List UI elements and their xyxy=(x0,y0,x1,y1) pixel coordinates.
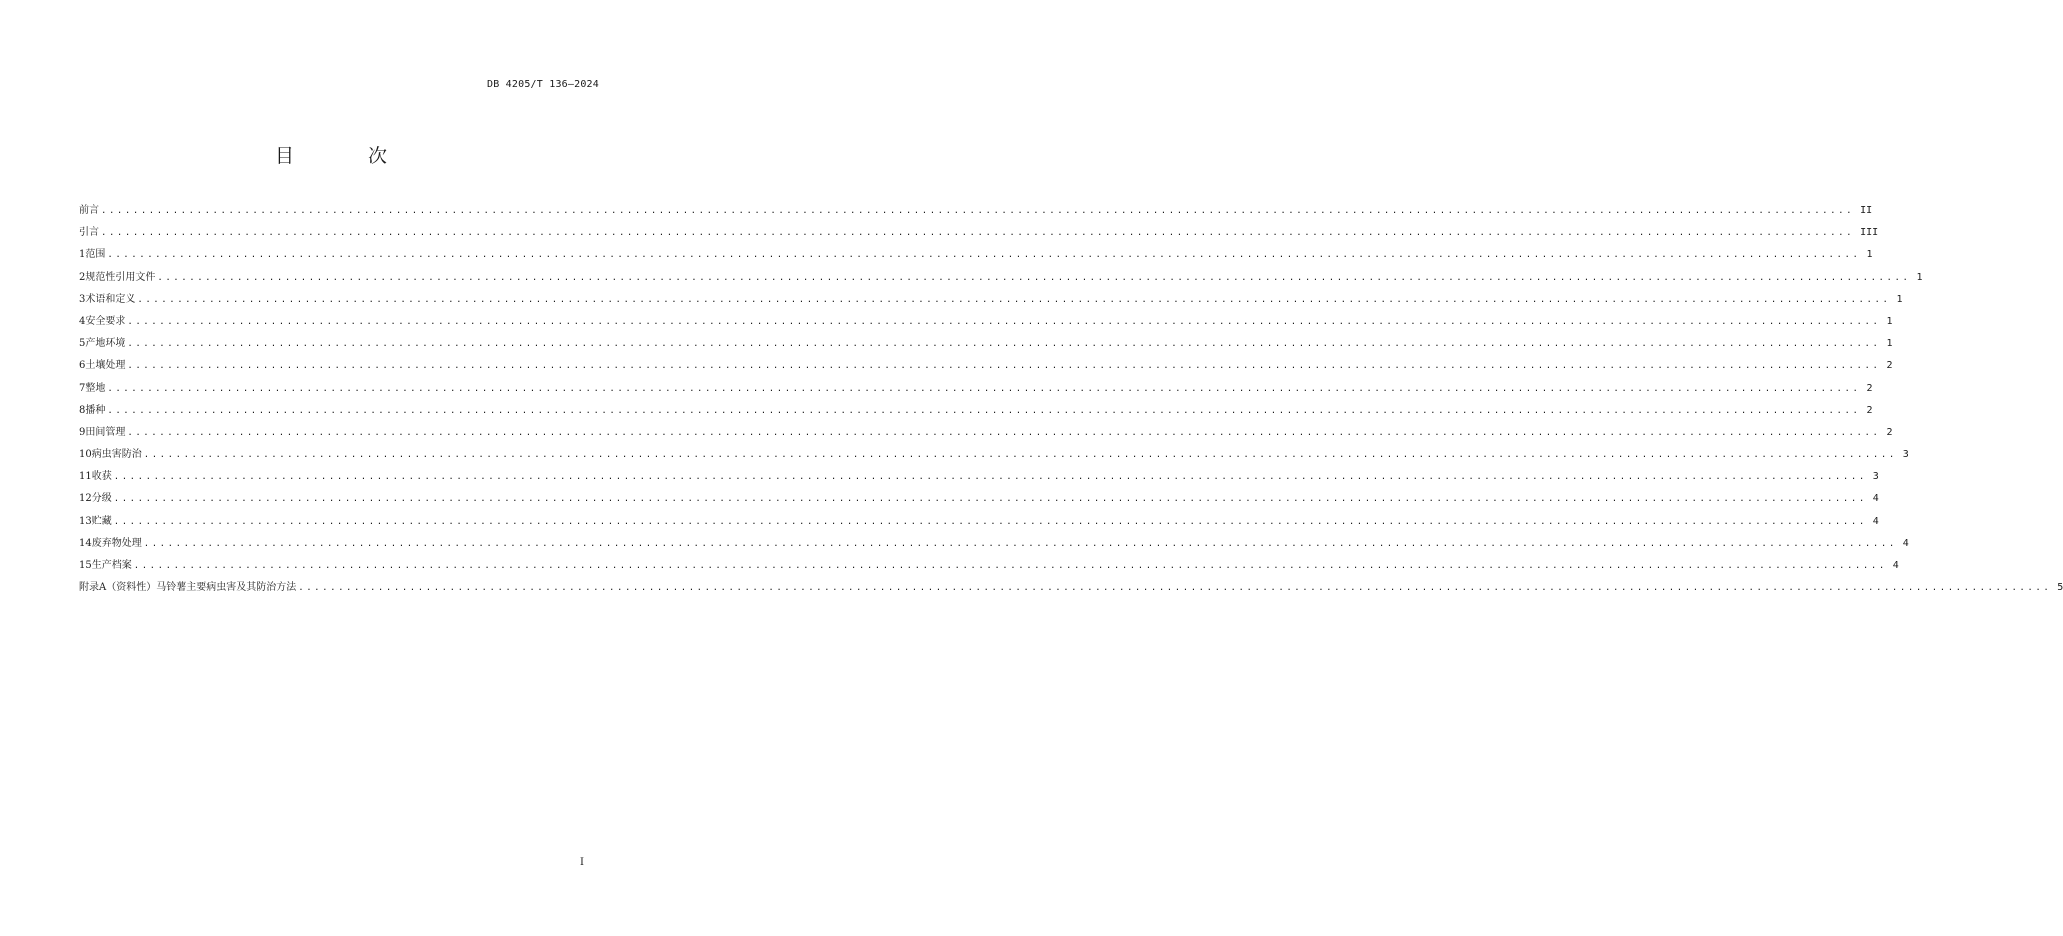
page-number: I xyxy=(580,857,584,868)
toc-entry-label: 病虫害防治 xyxy=(91,449,142,461)
toc-leader-dots: ............................................................................................................................................................................................................................ xyxy=(298,583,2052,594)
toc-entry-number: 2 xyxy=(79,271,86,283)
toc-entry-label: 播种 xyxy=(85,404,106,416)
toc-entry-label: 规范性引用文件 xyxy=(85,271,156,283)
toc-entry-number: 6 xyxy=(79,360,86,372)
toc-entry-label: 术语和定义 xyxy=(85,293,136,305)
toc-entry-label: 分级 xyxy=(91,493,112,505)
toc-entry-number: 7 xyxy=(79,382,86,394)
toc-entry-label: 范围 xyxy=(85,249,106,261)
toc-entry[interactable] xyxy=(79,267,1923,289)
toc-entry-number: 9 xyxy=(79,426,86,438)
toc-leader-dots: ............................................................................................................................................................................................................................ xyxy=(101,206,1855,216)
toc-entry-label: 产地环境 xyxy=(85,338,126,350)
toc-entry-number: 14 xyxy=(79,537,92,549)
toc-entry[interactable] xyxy=(79,333,1893,355)
toc-entry[interactable] xyxy=(79,488,1879,510)
toc-entry-number: 8 xyxy=(79,404,86,416)
toc-leader-dots: ............................................................................................................................................................................................................................ xyxy=(113,472,1867,483)
toc-entry[interactable] xyxy=(79,289,1903,311)
toc-entry-number: 15 xyxy=(79,560,92,571)
toc-entry-page: 4 xyxy=(1902,537,1909,549)
toc-entry[interactable] xyxy=(79,533,1909,555)
toc-entry-number: 4 xyxy=(79,315,86,327)
toc-leader-dots: ............................................................................................................................................................................................................................ xyxy=(143,538,1897,549)
toc-leader-dots: ............................................................................................................................................................................................................................ xyxy=(113,494,1867,505)
toc-entry-page: II xyxy=(1860,205,1873,216)
toc-entry[interactable] xyxy=(79,222,1879,244)
toc-entry-page: 2 xyxy=(1866,382,1873,394)
toc-entry-number: 5 xyxy=(79,338,86,350)
toc-entry-page: 1 xyxy=(1866,249,1873,261)
toc-entry-label: 废弃物处理 xyxy=(91,537,142,549)
toc-entry-label: 引言 xyxy=(79,227,99,239)
toc-entry[interactable] xyxy=(79,355,1893,377)
toc-leader-dots: ............................................................................................................................................................................................................................ xyxy=(127,427,1881,438)
toc-leader-dots: ............................................................................................................................................................................................................................ xyxy=(157,272,1911,283)
toc-entry-page: 4 xyxy=(1872,515,1879,527)
document-code: DB 4205/T 136—2024 xyxy=(487,79,599,90)
toc-entry[interactable] xyxy=(79,466,1879,488)
toc-leader-dots: ............................................................................................................................................................................................................................ xyxy=(143,450,1897,461)
toc-entry-number: 13 xyxy=(79,515,92,527)
toc-leader-dots: ............................................................................................................................................................................................................................ xyxy=(107,405,1861,416)
toc-entry-page: 1 xyxy=(1886,315,1893,327)
toc-entry-label: 贮藏 xyxy=(91,515,112,527)
toc-entry-page: 3 xyxy=(1872,471,1879,483)
toc-entry-label: 土壤处理 xyxy=(85,360,126,372)
toc-leader-dots: ............................................................................................................................................................................................................................ xyxy=(113,516,1867,527)
toc-entry[interactable] xyxy=(79,577,2063,599)
toc-entry-page: 4 xyxy=(1872,493,1879,505)
toc-entry-label: 安全要求 xyxy=(85,315,126,327)
table-of-contents xyxy=(79,200,2063,599)
toc-entry-page: 2 xyxy=(1886,426,1893,438)
toc-entry[interactable] xyxy=(79,311,1893,333)
toc-leader-dots: ............................................................................................................................................................................................................................ xyxy=(127,316,1881,327)
toc-entry[interactable] xyxy=(79,200,1873,222)
toc-entry-page: 5 xyxy=(2057,582,2063,594)
toc-entry-number: 1 xyxy=(79,249,86,261)
toc-entry-label: 田间管理 xyxy=(85,426,126,438)
toc-entry[interactable] xyxy=(79,422,1893,444)
toc-leader-dots: ............................................................................................................................................................................................................................ xyxy=(127,361,1881,372)
toc-entry-number: 12 xyxy=(79,493,92,505)
toc-entry-page: 3 xyxy=(1902,449,1909,461)
toc-entry-number: 3 xyxy=(79,293,86,305)
toc-leader-dots: ............................................................................................................................................................................................................................ xyxy=(127,339,1881,350)
toc-entry-number: 附录A（资料性） xyxy=(79,582,157,594)
toc-entry-page: 2 xyxy=(1866,404,1873,416)
toc-entry[interactable] xyxy=(79,511,1879,533)
toc-entry-label: 生产档案 xyxy=(91,560,132,571)
toc-leader-dots: ............................................................................................................................................................................................................................ xyxy=(137,294,1891,305)
toc-entry-label: 整地 xyxy=(85,382,106,394)
toc-entry-label: 马铃薯主要病虫害及其防治方法 xyxy=(156,582,297,594)
toc-entry[interactable] xyxy=(79,400,1873,422)
toc-entry[interactable] xyxy=(79,555,1899,577)
toc-entry-number: 11 xyxy=(79,471,92,483)
toc-leader-dots: ............................................................................................................................................................................................................................ xyxy=(101,228,1855,239)
toc-leader-dots: ............................................................................................................................................................................................................................ xyxy=(133,561,1887,571)
toc-entry-page: 2 xyxy=(1886,360,1893,372)
toc-entry[interactable] xyxy=(79,244,1873,266)
toc-entry-page: 1 xyxy=(1916,271,1923,283)
toc-entry-label: 前言 xyxy=(79,205,99,216)
toc-entry-number: 10 xyxy=(79,449,92,461)
toc-entry-page: 1 xyxy=(1886,338,1893,350)
toc-leader-dots: ............................................................................................................................................................................................................................ xyxy=(107,383,1861,394)
toc-entry-page: III xyxy=(1860,227,1879,239)
toc-entry-page: 4 xyxy=(1892,560,1899,571)
toc-entry[interactable] xyxy=(79,444,1909,466)
toc-entry-label: 收获 xyxy=(91,471,112,483)
toc-entry-page: 1 xyxy=(1896,293,1903,305)
toc-entry[interactable] xyxy=(79,378,1873,400)
toc-title: 目 次 xyxy=(274,145,422,167)
toc-leader-dots: ............................................................................................................................................................................................................................ xyxy=(107,250,1861,261)
